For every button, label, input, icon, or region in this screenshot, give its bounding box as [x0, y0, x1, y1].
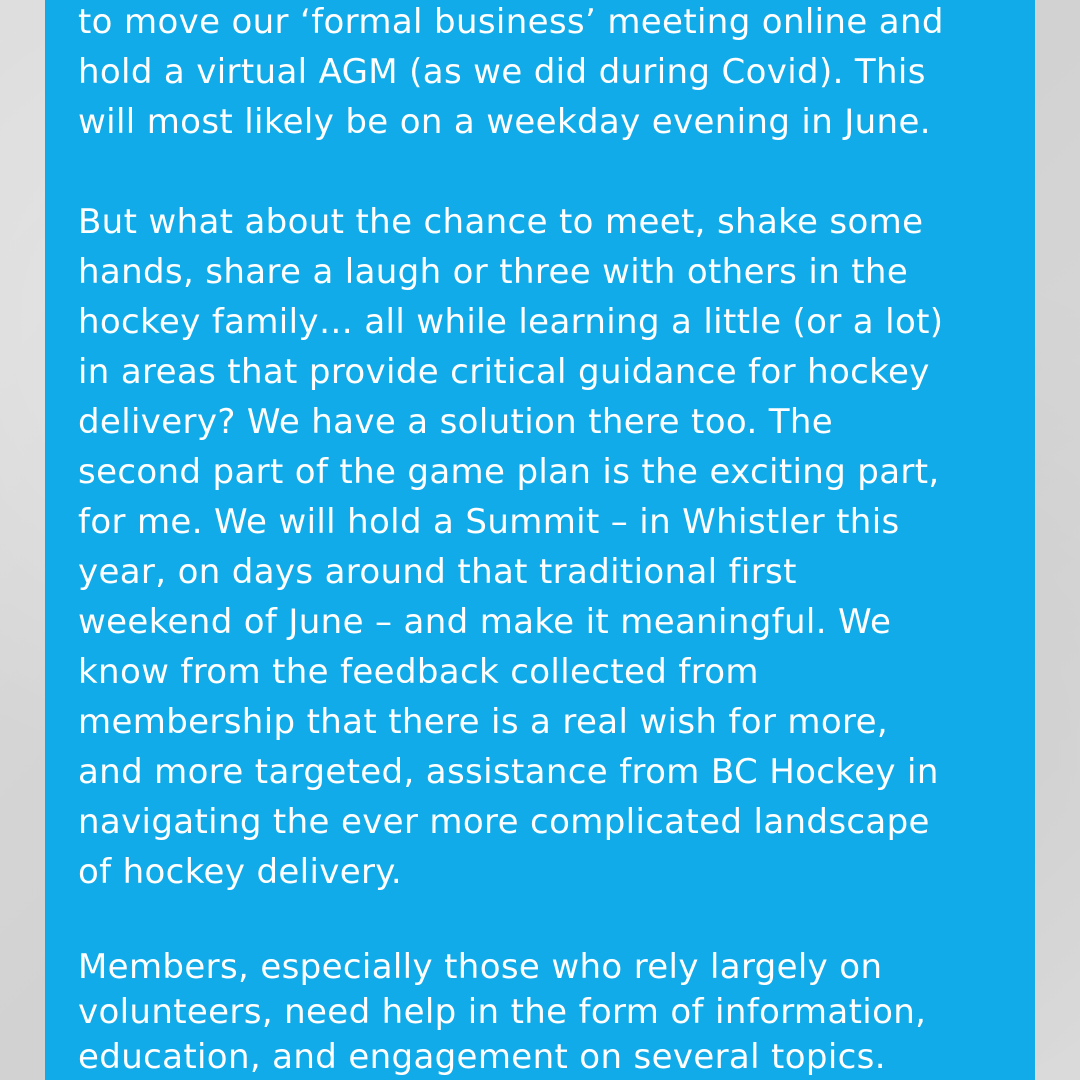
- article-paragraph-3: Members, especially those who rely largely on volunteers, need help in the form of information, education, and engagement on several topics.: [78, 947, 927, 1077]
- article-paragraph-1: to move our ‘formal business’ meeting online and hold a virtual AGM (as we did during Covid). This will most likely be on a weekday evening in June.: [78, 2, 944, 142]
- article-paragraph-2: But what about the chance to meet, shake some hands, share a laugh or three with others in the hockey family… all while learning a little (or a lot) in areas that provide critical guidance for hockey delivery? We have a solution there too. The second part of the game plan is the exciting part, for me. We will hold a Summit – in Whistler this year, on days around that traditional first weekend of June – and make it meaningful. We know from the feedback collected from membership that there is a real wish for more, and more targeted, assistance from BC Hockey in navigating the ever more complicated landscape of hockey delivery.: [78, 202, 944, 892]
- article-panel: [45, 0, 1035, 1080]
